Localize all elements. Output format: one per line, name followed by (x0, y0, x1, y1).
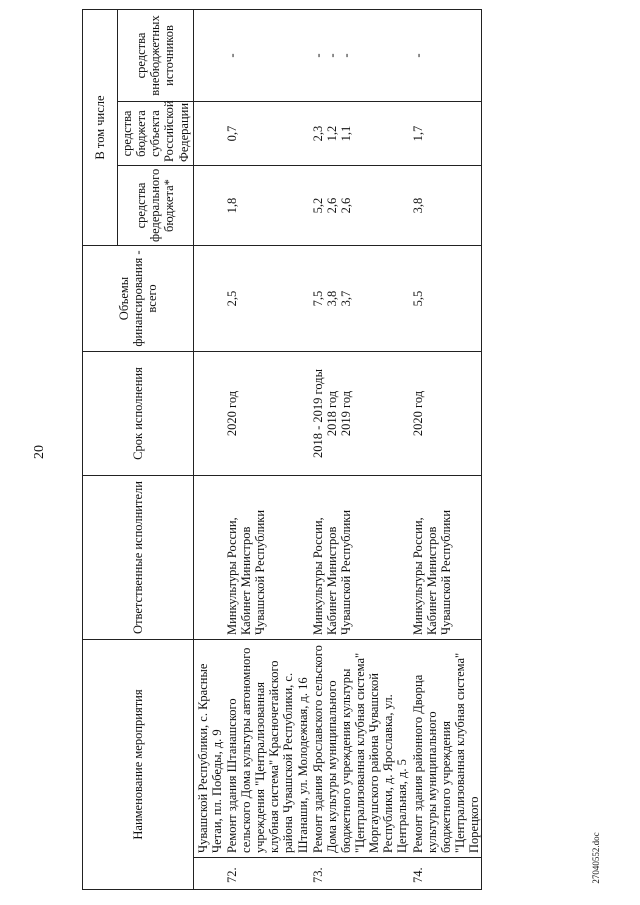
subject-cell: 1,7 (410, 102, 482, 166)
header-deadline: Срок исполнения (83, 352, 194, 476)
table-row (193, 9, 224, 889)
header-subject: средства бюджета субъекта Российской Федерации (118, 102, 194, 166)
document-code: 27040552.doc (591, 832, 601, 884)
subject-cell: 2,3 1,2 1,1 (310, 102, 410, 166)
measure-name: Ремонт здания районного Дворца культуры муниципального бюджетного учреждения "Централизованная клубная система" Порецкого (410, 640, 482, 858)
measure-name: Ремонт здания Ярославского сельского Дома культуры муниципального бюджетного учреждения культуры "Централизованная клубная система" Моргаушского района Чувашской Республики, д. Ярославка, ул. Центральная, д. 5 (310, 640, 410, 858)
table-row (224, 9, 310, 889)
deadline-cell: 2020 год (410, 352, 482, 476)
row-number: 73. (310, 858, 410, 890)
deadline-cell: 2020 год (224, 352, 310, 476)
subject-cell: 0,7 (224, 102, 310, 166)
deadline-cell: 2018 - 2019 годы 2018 год 2019 год (310, 352, 410, 476)
row-number: 72. (224, 858, 310, 890)
measure-name: Чувашской Республики, с. Красные Четаи, пл. Победы, д. 9 (193, 640, 224, 858)
extra-cell: - (224, 9, 310, 101)
header-volume: Объемы финансирования - всего (83, 246, 194, 352)
page-number: 20 (32, 445, 47, 459)
header-federal: средства федерального бюджета* (118, 166, 194, 246)
table-row (410, 9, 482, 889)
row-number: 74. (410, 858, 482, 890)
federal-cell: 1,8 (224, 166, 310, 246)
measure-name: Ремонт здания Штанашского сельского Дома культуры автономного учреждения "Централизованная клубная система" Красночетайского района Чувашской Республики, с. Штанаши, ул. Молодежная, д. 16 (224, 640, 310, 858)
table-row (310, 9, 410, 889)
executors-cell: Минкультуры России, Кабинет Министров Чувашской Республики (310, 476, 410, 640)
executors-cell: Минкультуры России, Кабинет Министров Чувашской Республики (224, 476, 310, 640)
federal-cell: 5,2 2,6 2,6 (310, 166, 410, 246)
volume-cell: 7,5 3,8 3,7 (310, 246, 410, 352)
federal-cell: 3,8 (410, 166, 482, 246)
header-name: Наименование мероприятия (83, 640, 194, 890)
volume-cell: 5,5 (410, 246, 482, 352)
financing-table (82, 9, 482, 890)
extra-cell: - - - (310, 9, 410, 101)
row-number (193, 858, 224, 890)
rotated-table-region (82, 10, 615, 890)
header-extra: средства внебюджетных источников (118, 9, 194, 101)
extra-cell: - (410, 9, 482, 101)
volume-cell: 2,5 (224, 246, 310, 352)
header-executors: Ответственные исполнители (83, 476, 194, 640)
header-including: В том числе (83, 9, 118, 245)
executors-cell: Минкультуры России, Кабинет Министров Чувашской Республики (410, 476, 482, 640)
